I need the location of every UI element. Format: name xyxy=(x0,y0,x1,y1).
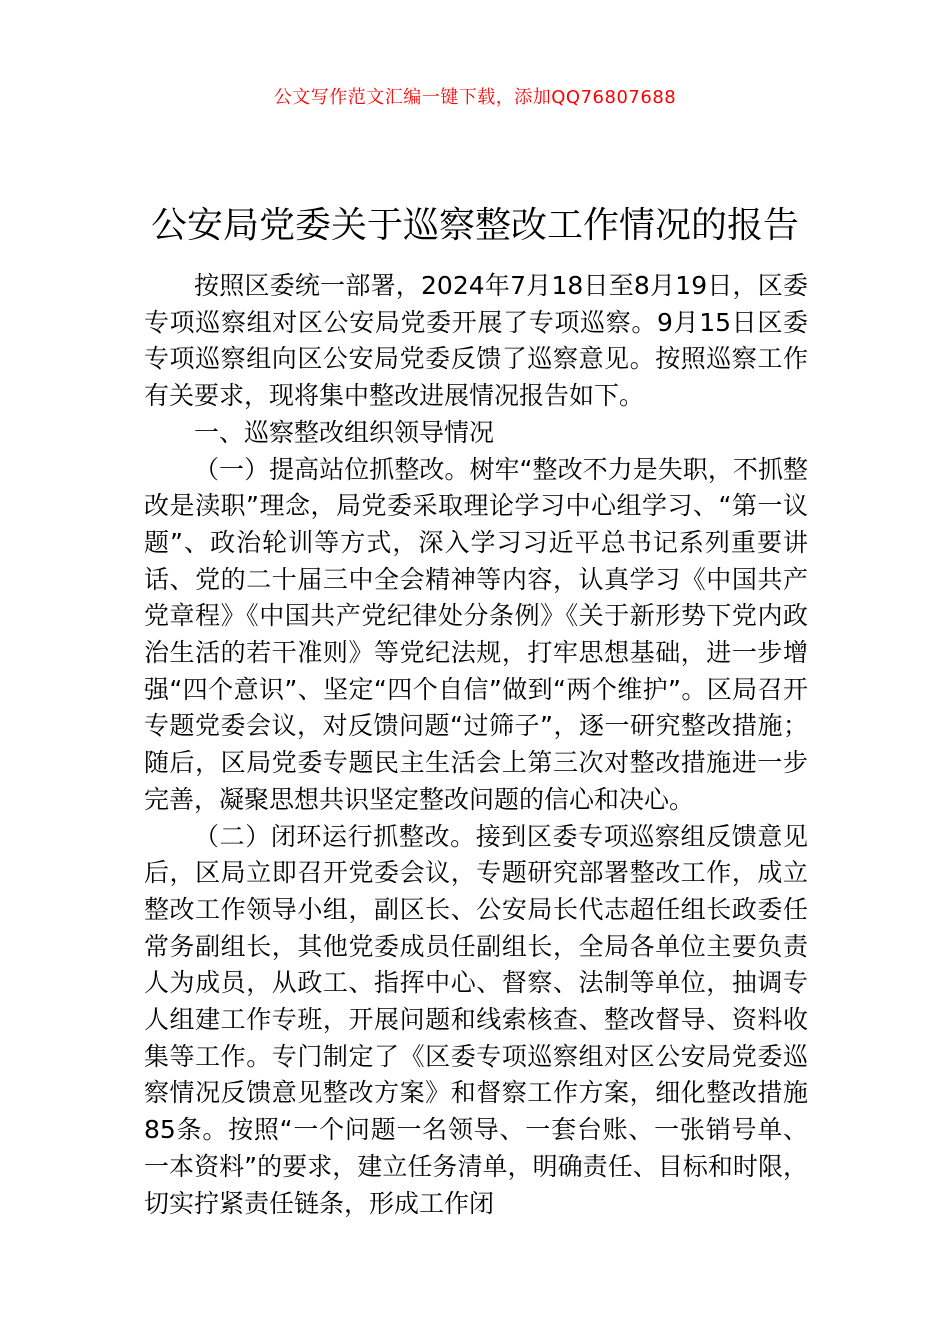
page-title: 公安局党委关于巡察整改工作情况的报告 xyxy=(150,205,799,247)
paragraph-subsection-2: （二）闭环运行抓整改。接到区委专项巡察组反馈意见后，区局立即召开党委会议，专题研究部署整改工作，成立整改工作领导小组，副区长、公安局长代志超任组长政委任常务副组长，其他党委成员任副组长，全局各单位主要负责人为成员，从政工、指挥中心、督察、法制等单位，抽调专人组建工作专班，开展问题和线索核查、整改督导、资料收集等工作。专门制定了《区委专项巡察组对区公安局党委巡察情况反馈意见整改方案》和督察工作方案，细化整改措施85条。按照“一个问题一名领导、一套台账、一张销号单、一本资料”的要求，建立任务清单，明确责任、目标和时限，切实拧紧责任链条，形成工作闭 xyxy=(144,821,808,1218)
paragraph-intro: 按照区委统一部署，2024年7月18日至8月19日，区委专项巡察组对区公安局党委开展了专项巡察。9月15日区委专项巡察组向区公安局党委反馈了巡察意见。按照巡察工作有关要求，现将集中整改进展情况报告如下。 xyxy=(144,271,808,411)
document-body xyxy=(144,268,808,1222)
download-banner[interactable]: 公文写作范文汇编一键下载，添加QQ76807688 xyxy=(273,87,677,108)
paragraph-subsection-1: （一）提高站位抓整改。树牢“整改不力是失职，不抓整改是渎职”理念，局党委采取理论学习中心组学习、“第一议题”、政治轮训等方式，深入学习习近平总书记系列重要讲话、党的二十届三中全会精神等内容，认真学习《中国共产党章程》《中国共产党纪律处分条例》《关于新形势下党内政治生活的若干准则》等党纪法规，打牢思想基础，进一步增强“四个意识”、坚定“四个自信”做到“两个维护”。区局召开专题党委会议，对反馈问题“过筛子”，逐一研究整改措施；随后，区局党委专题民主生活会上第三次对整改措施进一步完善，凝聚思想共识坚定整改问题的信心和决心。 xyxy=(144,454,808,814)
section-heading-1: 一、巡察整改组织领导情况 xyxy=(194,417,495,447)
